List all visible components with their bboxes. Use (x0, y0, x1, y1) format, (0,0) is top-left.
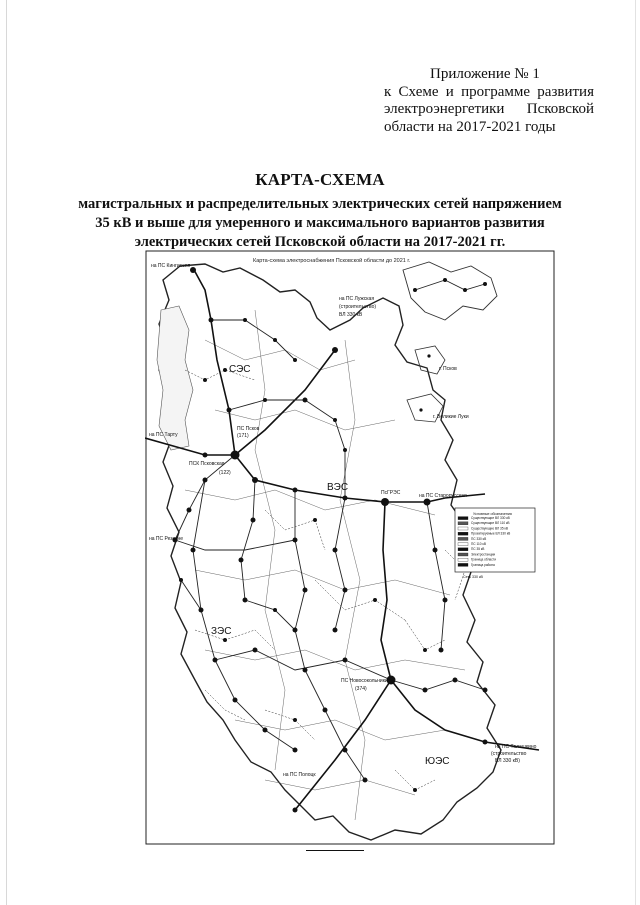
region-label-south: ЮЭС (425, 756, 450, 767)
legend-item: Существующие ВЛ 330 кВ (471, 516, 510, 520)
legend-swatch (458, 532, 468, 535)
scan-edge-right (635, 0, 636, 905)
legend-item: Существующие ВЛ 110 кВ (471, 521, 510, 526)
region-label-west: ЗЭС (211, 626, 232, 637)
scan-edge-left (6, 0, 7, 905)
label-psgres: ПсГРЭС (381, 490, 401, 496)
label-kingisepp: на ПС Кингисепп (151, 263, 191, 269)
legend-title: Условные обозначения (473, 512, 512, 516)
appendix-note (384, 66, 594, 136)
document-title-block (0, 170, 640, 252)
map-caption: Карта-схема электроснабжения Псковской области до 2021 г. (253, 258, 411, 264)
legend-swatch (458, 522, 468, 525)
label-tartu: на ПС Тарту (149, 432, 178, 438)
label-talashkino: на ПС Талашкино (495, 744, 537, 750)
document-subtitle (40, 195, 600, 252)
legend-item: Граница области (471, 557, 497, 562)
region-boundary (159, 264, 501, 840)
district-boundaries (185, 310, 465, 820)
appendix-line: электроэнергетики Псковской (384, 101, 594, 117)
label-staraya-russa: на ПС Старорусская (419, 493, 467, 499)
subtitle-line: электрических сетей Псковской области на 2017-2021 гг. (134, 234, 506, 250)
map-legend (455, 508, 535, 579)
label-luzhskaya-3: ВЛ 330 кВ (339, 312, 363, 318)
label-pskov-ps-num: (171) (237, 433, 249, 439)
lake-peipus (157, 306, 193, 450)
legend-swatch (458, 537, 468, 540)
label-construction: (строительство (491, 751, 527, 757)
label-construction-2: ВЛ 330 кВ) (495, 758, 520, 764)
appendix-line: к Схеме и программе развития (384, 83, 594, 100)
legend-item: Граница района (471, 562, 495, 567)
appendix-number: Приложение № 1 (430, 66, 540, 82)
legend-swatch (458, 527, 468, 530)
subtitle-line: магистральных и распределительных электрических сетей напряжением (78, 196, 562, 212)
legend-note: Сеть 330 кВ (463, 575, 483, 579)
legend-swatch (458, 548, 468, 551)
label-polotsk: на ПС Полоцк (283, 772, 316, 778)
label-novosokolniki-num: (374) (355, 686, 367, 692)
label-pskov-city: г. Псков (439, 366, 457, 372)
label-velikie-luki: г. Великие Луки (433, 414, 469, 420)
legend-item: ПС 330 кВ (471, 536, 487, 541)
legend-swatch (458, 563, 468, 566)
label-pskov-ps: ПС Псков (237, 426, 260, 432)
subtitle-line: 35 кВ и выше для умеренного и максимального вариантов развития (95, 215, 545, 231)
document-title: КАРТА-СХЕМА (255, 170, 385, 189)
label-luzhskaya-2: (строительство) (339, 304, 377, 310)
region-fragment (403, 262, 497, 320)
legend-swatch (458, 558, 468, 561)
legend-swatch (458, 543, 468, 546)
legend-swatch (458, 553, 468, 556)
appendix-line: области на 2017-2021 годы (384, 118, 556, 135)
legend-swatch (458, 517, 468, 520)
power-grid-map (145, 250, 555, 845)
lines-110kv (175, 280, 485, 780)
label-luzhskaya: на ПС Лужская (339, 296, 375, 302)
legend-item: Проектируемые ВЛ 330 кВ (471, 531, 511, 536)
region-label-north: СЭС (229, 364, 251, 375)
label-pskov-gres-num: (122) (219, 470, 231, 476)
map-figure (145, 250, 555, 845)
legend-item: Существующие ВЛ 35 кВ (471, 526, 508, 531)
legend-item: ПС 110 кВ (471, 542, 486, 546)
region-label-east: ВЭС (327, 482, 349, 493)
label-pskov-gres: ПСК Псковская (189, 461, 225, 467)
legend-item: Электростанции (471, 552, 496, 557)
label-novosokolniki: ПС Новосокольники (341, 678, 388, 684)
legend-item: ПС 35 кВ (471, 547, 485, 552)
bottom-rule (306, 850, 364, 851)
label-rezekne: на ПС Резекне (149, 536, 184, 542)
